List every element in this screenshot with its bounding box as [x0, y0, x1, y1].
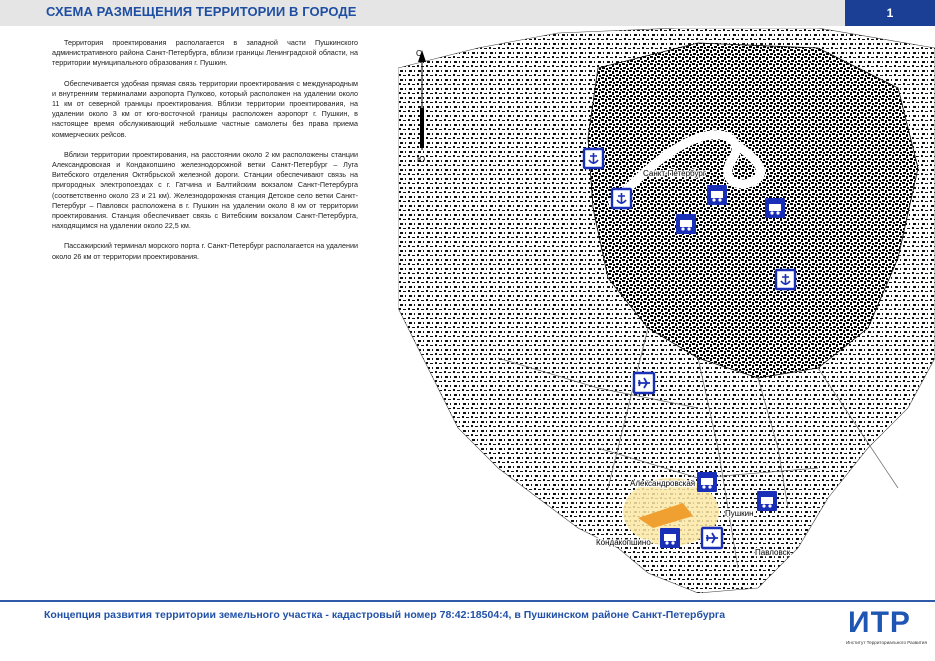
footer-caption: Концепция развития территории земельного участка - кадастровый номер 78:42:18504:4, в Пушкинском районе Санкт-Петербурга [44, 609, 726, 621]
train-icon[interactable] [765, 198, 785, 218]
page-number: 1 [845, 0, 935, 26]
page-title: СХЕМА РАЗМЕЩЕНИЯ ТЕРРИТОРИИ В ГОРОДЕ [46, 4, 357, 19]
header-bar [0, 0, 935, 26]
paragraph: Территория проектирования располагается в западной части Пушкинского административного района Санкт-Петербурга, вблизи границы Ленинградской области, на территории муниципального образования г. Пушкин. [52, 38, 358, 68]
logo [848, 607, 928, 655]
plane-icon[interactable] [634, 373, 654, 393]
anchor-icon[interactable] [612, 189, 631, 208]
train-icon[interactable] [697, 472, 717, 492]
logo-subtitle: Институт Территориального Развития [846, 640, 927, 645]
anchor-icon[interactable] [776, 270, 795, 289]
train-icon[interactable] [676, 214, 696, 234]
label-pavlovsk: Павловск [755, 548, 791, 557]
anchor-icon[interactable] [584, 149, 603, 168]
logo-mark: ИТР [848, 606, 911, 639]
label-aleksandrovskaya: Александровская [630, 479, 696, 488]
paragraph: Вблизи территории проектирования, на расстоянии около 2 км расположены станции Александровская и Кондакопшино железнодорожной ветки Санкт-Петербург – Луга Витебского отделения Октябрьской железной дороги. Станции обеспечивают связь на пригородных электропоездах с г. Гатчина и Балтийским вокзалом Санкт-Петербурга (соответственно около 23 и 21 км). Железнодорожная станция Детское село ветки Санкт-Петербург – Павловск расположена в г. Пушкин на удалении около 8 км от территории проектирования. Станция обеспечивает связь с Витебским вокзалом Санкт-Петербурга, находящимся на удалении около 22,5 км. [52, 149, 358, 231]
label-pushkin: Пушкин [725, 509, 754, 518]
paragraph: Пассажирский терминал морского порта г. Санкт-Петербург располагается на удалении около 26 км от территории проектирования. [52, 241, 358, 261]
plane-icon[interactable] [702, 528, 722, 548]
train-icon[interactable] [707, 185, 727, 205]
train-icon[interactable] [660, 528, 680, 548]
paragraph: Обеспечивается удобная прямая связь территории проектирования с международным и внутренним терминалами аэропорта Пулково, который расположен на удалении около 11 км от северной границы проектирования. Вблизи территории проектирования, на удалении около 3 км от юго-восточной границы расположен аэропорт г. Пушкин, в настоящее время обслуживающий небольшие частные самолеты без права приема коммерческих рейсов. [52, 78, 358, 139]
label-spb: Санкт-Петербург [643, 169, 706, 178]
city-map[interactable] [398, 28, 935, 593]
description-text [52, 38, 358, 272]
footer-divider [0, 600, 935, 602]
compass-south: Ю [417, 155, 426, 164]
compass-north: С [416, 49, 422, 58]
train-icon[interactable] [757, 491, 777, 511]
label-kondakopshino: Кондакопшино [596, 538, 651, 547]
